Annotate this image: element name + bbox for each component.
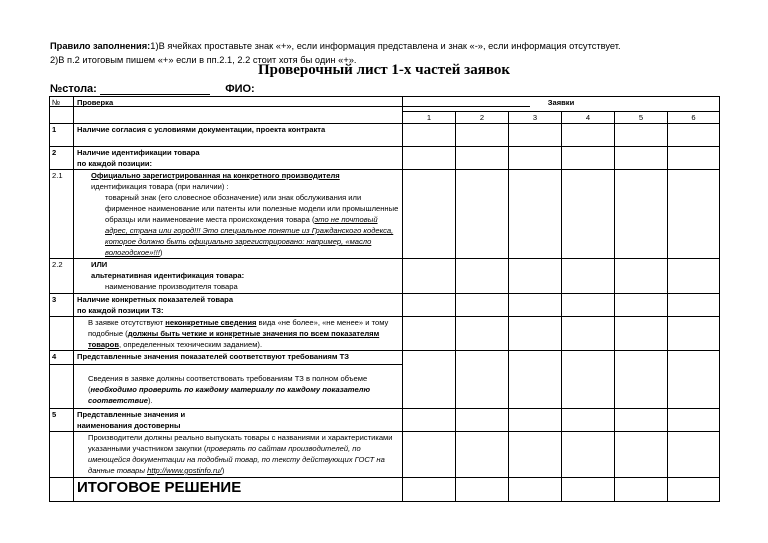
col-check-header: Проверка	[74, 97, 403, 124]
answer-cell[interactable]	[509, 351, 562, 409]
answer-cell[interactable]	[562, 409, 615, 432]
answer-cell[interactable]	[509, 294, 562, 317]
answer-cell[interactable]	[509, 259, 562, 294]
answer-cell[interactable]	[668, 170, 720, 259]
answer-cell[interactable]	[615, 147, 668, 170]
table-row-description	[50, 317, 720, 351]
final-cell[interactable]	[509, 478, 562, 502]
answer-cell[interactable]	[668, 351, 720, 409]
answer-cell[interactable]	[668, 147, 720, 170]
final-cell[interactable]	[562, 478, 615, 502]
table-row	[50, 351, 720, 365]
answer-cell[interactable]	[615, 124, 668, 147]
check-text: Наличие согласия с условиями документации, проекта контракта	[74, 124, 403, 147]
answer-cell[interactable]	[668, 294, 720, 317]
answer-cell[interactable]	[456, 124, 509, 147]
table-header-row	[50, 97, 720, 112]
checklist-table	[49, 96, 720, 502]
row-number: 5	[50, 409, 74, 432]
answer-cell[interactable]	[403, 170, 456, 259]
app-number-2: 2	[456, 112, 509, 124]
answer-cell[interactable]	[615, 294, 668, 317]
answer-cell[interactable]	[509, 147, 562, 170]
row-number: 2.1	[50, 170, 74, 259]
answer-cell[interactable]	[456, 294, 509, 317]
row-number-empty	[50, 317, 74, 351]
check-text: Наличие идентификации товара по каждой позиции:	[74, 147, 403, 170]
answer-cell[interactable]	[562, 124, 615, 147]
check-text: Наличие конкретных показателей товара по каждой позиции ТЗ:	[74, 294, 403, 317]
row-number: 2.2	[50, 259, 74, 294]
app-number-4: 4	[562, 112, 615, 124]
table-number-field[interactable]	[100, 83, 210, 95]
answer-cell[interactable]	[615, 259, 668, 294]
answer-cell[interactable]	[509, 170, 562, 259]
table-row	[50, 294, 720, 317]
table-number-label: №стола:	[50, 83, 97, 95]
page-title: Проверочный лист 1-х частей заявок	[258, 62, 510, 78]
table-row	[50, 409, 720, 432]
rules-label: Правило заполнения:	[50, 41, 151, 51]
fio-label: ФИО:	[225, 83, 255, 95]
answer-cell[interactable]	[615, 351, 668, 409]
answer-cell[interactable]	[562, 259, 615, 294]
answer-cell[interactable]	[456, 351, 509, 409]
answer-cell[interactable]	[562, 170, 615, 259]
check-text: Официально зарегистрированная на конкретного производителя идентификация товара (при наличии) : товарный знак (его словесное обозначение) или знак обслуживания или фирменное наименование или патенты или полезные модели или промышленные образцы или наименование места происхождения товара (это не почтовый адрес, страна или город!!! Это специальное понятие из Гражданского кодекса, которое должно быть официально зарегистрировано: например, «масло вологодское»!!!)	[74, 170, 403, 259]
app-number-6: 6	[668, 112, 720, 124]
answer-cell[interactable]	[562, 147, 615, 170]
table-row	[50, 259, 720, 294]
final-cell[interactable]	[615, 478, 668, 502]
answer-cell[interactable]	[562, 294, 615, 317]
final-cell[interactable]	[456, 478, 509, 502]
final-cell[interactable]	[403, 478, 456, 502]
check-description: Производители должны реально выпускать товары с названиями и характеристиками указанными участником закупки (проверять по сайтам производителей, по имеющейся документации на подобный товар, по тексту действующих ГОСТ на данные товары http://www.gostinfo.ru/)	[74, 432, 403, 478]
row-number: 4	[50, 351, 74, 365]
col-number-header: №	[50, 97, 74, 124]
gost-link[interactable]: http://www.gostinfo.ru/	[147, 466, 222, 475]
final-decision-label: ИТОГОВОЕ РЕШЕНИЕ	[74, 478, 403, 502]
answer-cell[interactable]	[562, 351, 615, 409]
table-row-description	[50, 432, 720, 478]
answer-cell[interactable]	[403, 409, 456, 432]
final-row	[50, 478, 720, 502]
rules-line-2: 2)В п.2 итоговым пишем «+» если в пп.2.1, 2.2 стоит хотя бы один «+».	[50, 55, 357, 65]
answer-cell[interactable]	[403, 147, 456, 170]
answer-cell[interactable]	[403, 294, 456, 317]
check-description: В заявке отсутствуют неконкретные сведения вида «не более», «не менее» и тому подобные (должны быть четкие и конкретные значения по всем показателям товаров, определенных техническим заданием).	[74, 317, 403, 351]
check-text: Представленные значения и наименования достоверны	[74, 409, 403, 432]
final-cell[interactable]	[668, 478, 720, 502]
table-row	[50, 147, 720, 170]
app-number-1: 1	[403, 112, 456, 124]
row-number: 1	[50, 124, 74, 147]
answer-cell[interactable]	[456, 147, 509, 170]
app-number-5: 5	[615, 112, 668, 124]
answer-cell[interactable]	[615, 409, 668, 432]
answer-cell[interactable]	[456, 259, 509, 294]
answer-cell[interactable]	[403, 351, 456, 409]
table-row	[50, 124, 720, 147]
answer-cell[interactable]	[456, 409, 509, 432]
answer-cell[interactable]	[668, 124, 720, 147]
check-text: Представленные значения показателей соответствуют требованиям ТЗ	[74, 351, 403, 365]
check-description: Сведения в заявке должны соответствовать требованиям ТЗ в полном объеме (необходимо проверить по каждому материалу по каждому показателю соответствие).	[74, 365, 403, 409]
answer-cell[interactable]	[403, 259, 456, 294]
answer-cell[interactable]	[668, 409, 720, 432]
answer-cell[interactable]	[668, 259, 720, 294]
answer-cell[interactable]	[456, 170, 509, 259]
answer-cell[interactable]	[509, 124, 562, 147]
row-number: 3	[50, 294, 74, 317]
table-row	[50, 170, 720, 259]
answer-cell[interactable]	[403, 124, 456, 147]
rules-line-1: Правило заполнения:1)В ячейках проставьте знак «+», если информация представлена и знак «-», если информация отсутствует.	[50, 41, 621, 51]
app-number-3: 3	[509, 112, 562, 124]
row-number: 2	[50, 147, 74, 170]
check-text: ИЛИ альтернативная идентификация товара: наименование производителя товара	[74, 259, 403, 294]
answer-cell[interactable]	[615, 170, 668, 259]
col-applications-header: Заявки	[403, 97, 720, 112]
answer-cell[interactable]	[509, 409, 562, 432]
